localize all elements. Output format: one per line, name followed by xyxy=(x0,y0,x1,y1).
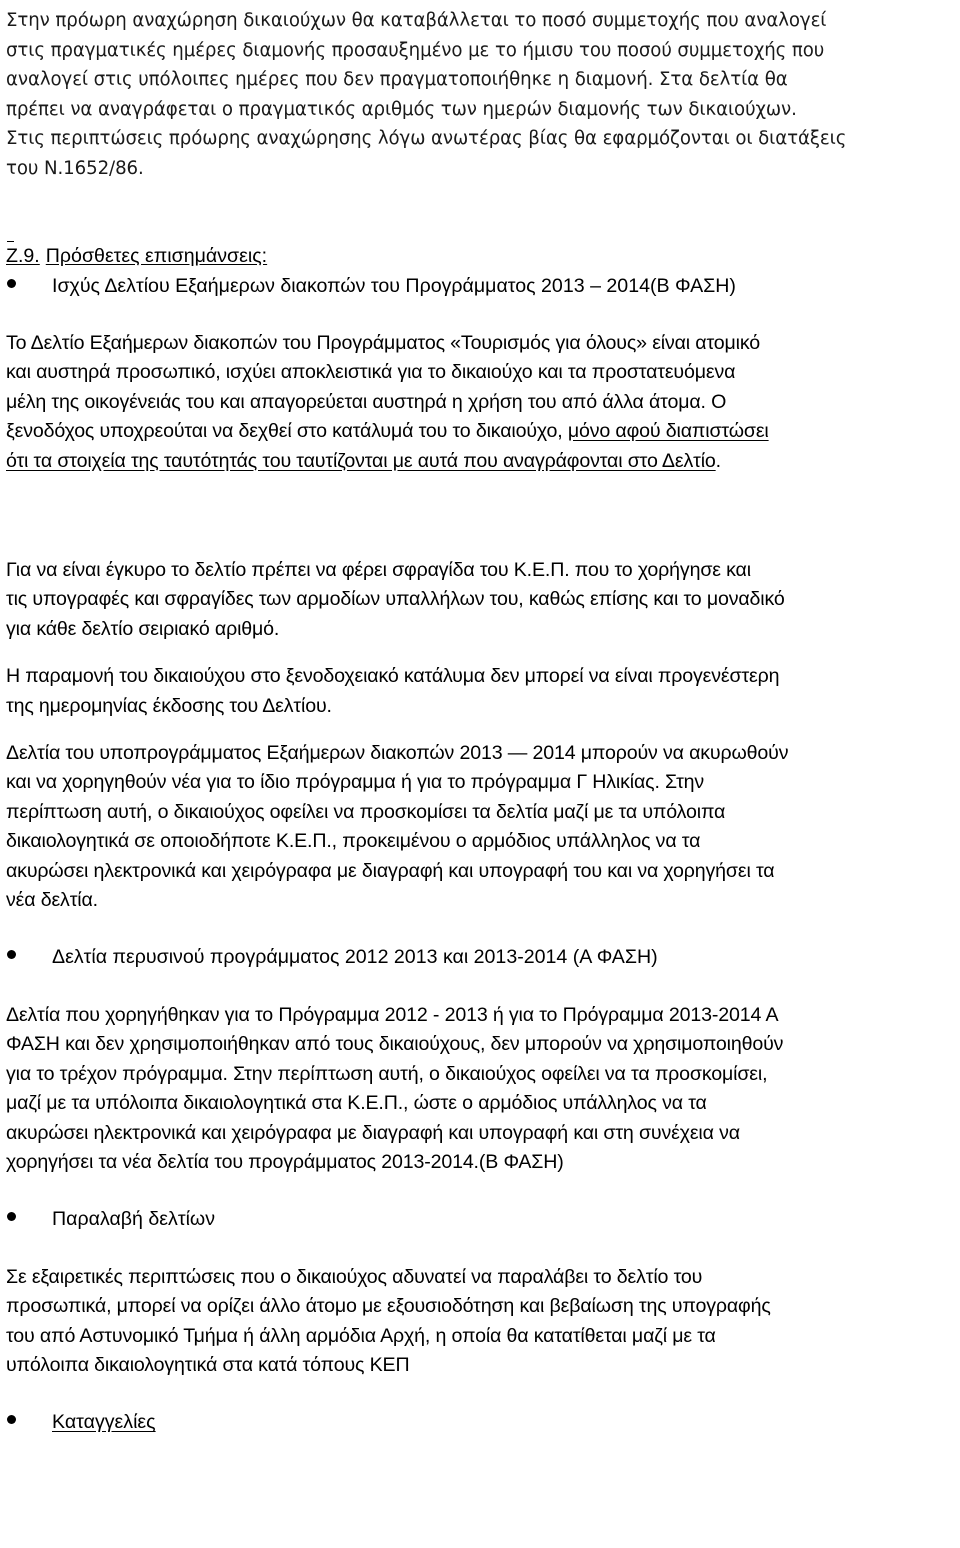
paragraph-line: του από Αστυνομικό Τμήμα ή άλλη αρμόδια Αρχή, η οποία θα κατατίθεται μαζί με τα xyxy=(6,1324,716,1347)
paragraph-personal-ticket xyxy=(6,329,956,476)
paragraph-line: τις υπογραφές και σφραγίδες των αρμοδίων υπαλλήλων του, καθώς επίσης και το μοναδικό xyxy=(6,588,785,611)
paragraph-line: χορηγήσει τα νέα δελτία του προγράμματος 2013-2014.(Β ΦΑΣΗ) xyxy=(6,1150,564,1173)
paragraph-text: . xyxy=(715,449,721,472)
paragraph-line: ακυρώσει ηλεκτρονικά και χειρόγραφα με διαγραφή και υπογραφή του και να χορηγήσει τα xyxy=(6,859,775,882)
section-heading-z9 xyxy=(6,242,956,270)
paragraph-line: για το τρέχον πρόγραμμα. Στην περίπτωση αυτή, ο δικαιούχος οφείλει να τα προσκομίσει, xyxy=(6,1062,768,1085)
paragraph-text: ξενοδόχος υποχρεούται να δεχθεί στο κατάλυμά του το δικαιούχο, xyxy=(6,420,568,443)
paragraph-last-year-tickets xyxy=(6,1001,956,1177)
bullet-item-receipt xyxy=(6,1205,956,1234)
section-number: Ζ.9. xyxy=(6,244,40,267)
bullet-item-last-year xyxy=(6,943,956,972)
bullet-icon xyxy=(6,282,52,292)
paragraph-line: Δελτία που χορηγήθηκαν για το Πρόγραμμα 2012 - 2013 ή για το Πρόγραμμα 2013-2014 Α xyxy=(6,1003,779,1026)
paragraph-line xyxy=(6,417,956,446)
intro-line: αναλογεί στις υπόλοιπες ημέρες που δεν πραγματοποιήθηκε η διαμονή. Στα δελτία θα xyxy=(6,69,788,91)
paragraph-line: μέλη της οικογένειάς του και απαγορεύεται αυστηρά η χρήση του από άλλα άτομα. Ο xyxy=(6,390,727,413)
bullet-icon xyxy=(6,1215,52,1225)
intro-line: του Ν.1652/86. xyxy=(6,157,144,179)
paragraph-line xyxy=(6,447,956,476)
underlined-text: ότι τα στοιχεία της ταυτότητάς του ταυτίζονται με αυτά που αναγράφονται στο Δελτίο xyxy=(6,449,716,472)
paragraph-stay-date xyxy=(6,662,956,721)
paragraph-receipt xyxy=(6,1263,956,1381)
document-page xyxy=(6,6,956,1438)
underlined-text: μόνο αφού διαπιστώσει xyxy=(567,420,769,443)
bullet-item-validity xyxy=(6,272,956,301)
intro-line: Στην πρόωρη αναχώρηση δικαιούχων θα καταβάλλεται το ποσό συμμετοχής που αναλογεί xyxy=(6,10,827,31)
paragraph-line: ακυρώσει ηλεκτρονικά και χειρόγραφα με διαγραφή και υπογραφή και στη συνέχεια να xyxy=(6,1121,740,1144)
paragraph-line: για κάθε δελτίο σειριακό αριθμό. xyxy=(6,617,280,640)
paragraph-line: δικαιολογητικά σε οποιοδήποτε Κ.Ε.Π., προκειμένου ο αρμόδιος υπάλληλος να τα xyxy=(6,830,701,853)
bullet-item-complaints xyxy=(6,1408,956,1437)
paragraph-line: ΦΑΣΗ και δεν χρησιμοποιήθηκαν από τους δικαιούχους, δεν μπορούν να χρησιμοποιηθούν xyxy=(6,1033,784,1056)
paragraph-line: υπόλοιπα δικαιολογητικά στα κατά τόπους ΚΕΠ xyxy=(6,1353,410,1376)
bullet-icon xyxy=(6,953,52,963)
paragraph-line: Η παραμονή του δικαιούχου στο ξενοδοχειακό κατάλυμα δεν μπορεί να είναι προγενέστερη xyxy=(6,665,780,688)
bullet-title: Δελτία περυσινού προγράμματος 2012 2013 και 2013-2014 (Α ΦΑΣΗ) xyxy=(52,946,658,969)
paragraph-line: περίπτωση αυτή, ο δικαιούχος οφείλει να προσκομίσει τα δελτία μαζί με τα υπόλοιπα xyxy=(6,800,726,823)
paragraph-line: της ημερομηνίας έκδοσης του Δελτίου. xyxy=(6,694,332,717)
bullet-title: Ισχύς Δελτίου Εξαήμερων διακοπών του Προγράμματος 2013 – 2014(Β ΦΑΣΗ) xyxy=(52,274,736,297)
intro-line: Στις περιπτώσεις πρόωρης αναχώρησης λόγω ανωτέρας βίας θα εφαρμόζονται οι διατάξεις xyxy=(6,128,847,150)
intro-line: πρέπει να αναγράφεται ο πραγματικός αριθμός των ημερών διαμονής των δικαιούχων. xyxy=(6,98,797,120)
paragraph-line: Το Δελτίο Εξαήμερων διακοπών του Προγράμματος «Τουρισμός για όλους» είναι ατομικό xyxy=(6,331,761,354)
paragraph-cancellation xyxy=(6,739,956,915)
paragraph-line: και να χορηγηθούν νέα για το ίδιο πρόγραμμα ή για το πρόγραμμα Γ Ηλικίας. Στην xyxy=(6,771,705,794)
paragraph-line: Σε εξαιρετικές περιπτώσεις που ο δικαιούχος αδυνατεί να παραλάβει το δελτίο του xyxy=(6,1265,703,1288)
paragraph-line: και αυστηρά προσωπικό, ισχύει αποκλειστικά για το δικαιούχο και τα προστατευόμενα xyxy=(6,361,736,384)
intro-paragraph xyxy=(6,6,956,184)
dash-mark xyxy=(6,228,14,242)
paragraph-line: προσωπικά, μπορεί να ορίζει άλλο άτομο με εξουσιοδότηση και βεβαίωση της υπογραφής xyxy=(6,1295,771,1318)
section-title: Πρόσθετες επισημάνσεις: xyxy=(45,244,268,267)
intro-line: στις πραγματικές ημέρες διαμονής προσαυξημένο με το ήμισυ του ποσού συμμετοχής που xyxy=(6,39,825,61)
paragraph-line: μαζί με τα υπόλοιπα δικαιολογητικά στα Κ.Ε.Π., ώστε ο αρμόδιος υπάλληλος να τα xyxy=(6,1092,707,1115)
bullet-title: Παραλαβή δελτίων xyxy=(52,1208,216,1231)
paragraph-line: νέα δελτία. xyxy=(6,889,98,912)
bullet-title: Καταγγελίες xyxy=(52,1411,156,1434)
paragraph-validity-stamp xyxy=(6,556,956,644)
paragraph-line: Δελτία του υποπρογράμματος Εξαήμερων διακοπών 2013 — 2014 μπορούν να ακυρωθούν xyxy=(6,742,789,765)
paragraph-line: Για να είναι έγκυρο το δελτίο πρέπει να φέρει σφραγίδα του Κ.Ε.Π. που το χορήγησε και xyxy=(6,559,751,581)
bullet-icon xyxy=(6,1418,52,1428)
